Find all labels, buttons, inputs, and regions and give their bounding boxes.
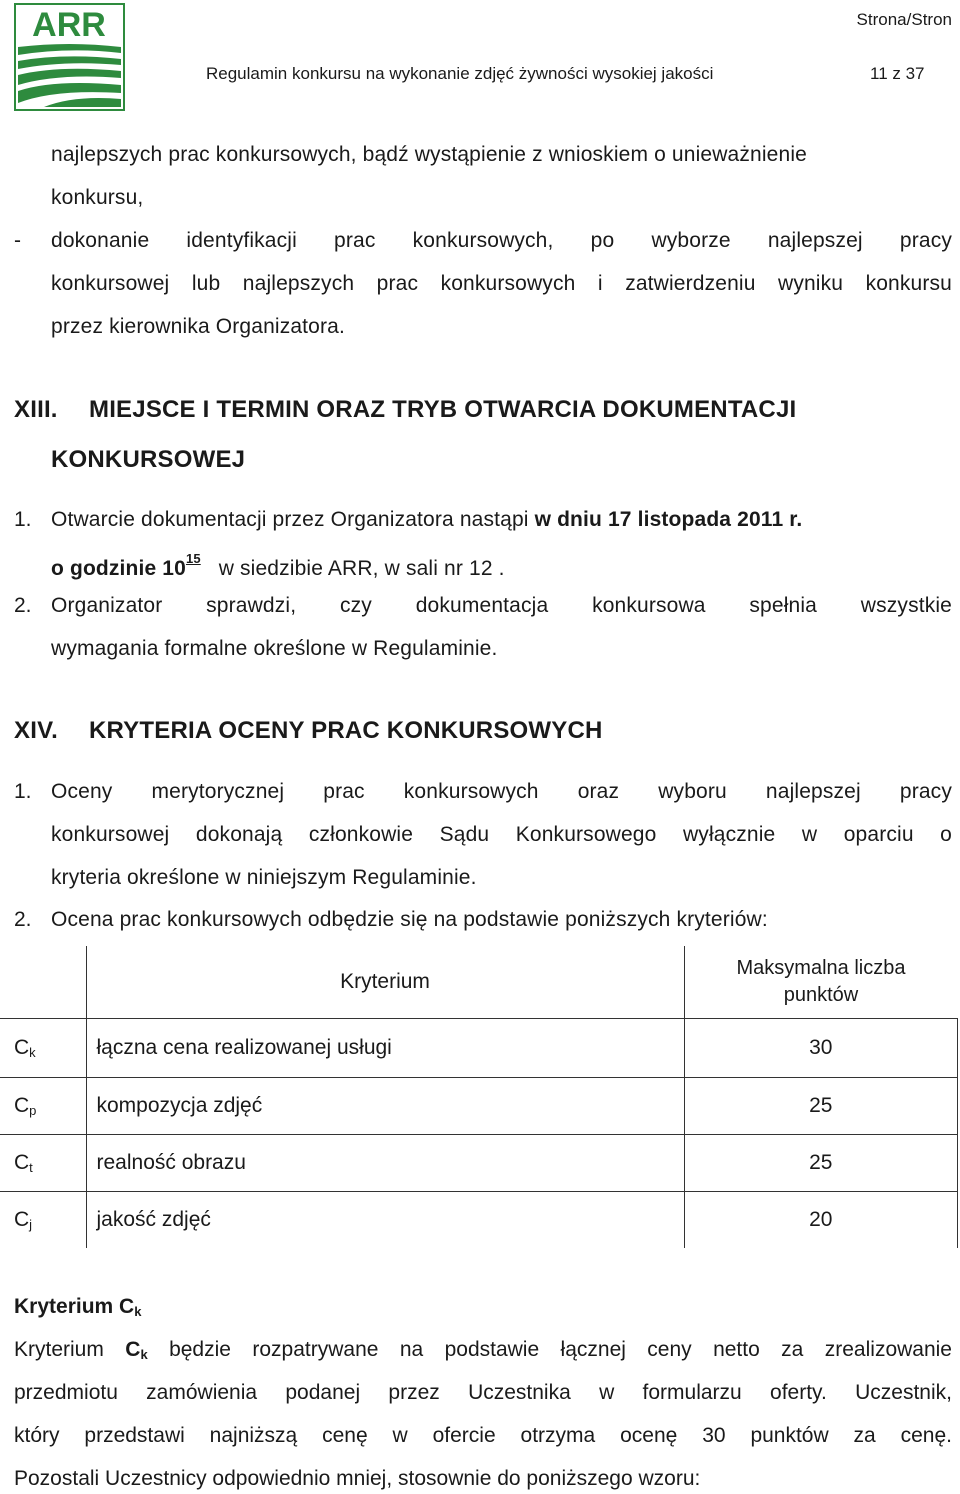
text-line: przedmiotu zamówienia podanej przez Uczestnika w formularzu oferty. Uczestnik,: [14, 1381, 952, 1404]
symbol-letter: C: [14, 1208, 30, 1231]
table-row: [0, 1019, 958, 1078]
table-row: [0, 1192, 958, 1249]
criterion-points: 30: [684, 1019, 958, 1078]
text-line: Oceny merytorycznej prac konkursowych oraz wyboru najlepszej pracy: [51, 780, 952, 803]
criterion-heading: [14, 1295, 141, 1319]
symbol-letter: C: [125, 1338, 141, 1361]
criterion-points: 25: [684, 1135, 958, 1192]
criterion-symbol: [0, 1019, 86, 1078]
criterion-name: kompozycja zdjęć: [86, 1078, 684, 1135]
symbol-subscript: j: [29, 1217, 33, 1232]
list-number: 2.: [14, 908, 32, 931]
document-title: Regulamin konkursu na wykonanie zdjęć żywności wysokiej jakości: [206, 64, 714, 83]
text-line: kryteria określone w niniejszym Regulaminie.: [51, 866, 477, 889]
heading-text: Kryterium C: [14, 1295, 135, 1318]
criterion-symbol: [0, 1078, 86, 1135]
text-line: [51, 551, 505, 581]
table-header-empty: [0, 946, 86, 1019]
heading-subscript: k: [134, 1304, 142, 1319]
text-line: przez kierownika Organizatora.: [51, 315, 345, 338]
text-line: który przedstawi najniższą cenę w ofercie otrzyma ocenę 30 punktów za cenę.: [14, 1424, 952, 1447]
symbol-subscript: k: [140, 1347, 148, 1362]
section-title: MIEJSCE I TERMIN ORAZ TRYB OTWARCIA DOKUMENTACJI: [89, 396, 797, 423]
criterion-points: 25: [684, 1078, 958, 1135]
header-points-line: Maksymalna liczba: [736, 957, 906, 979]
text-line: [51, 508, 802, 532]
bullet-dash: -: [14, 229, 21, 252]
text-line: konkursowej lub najlepszych prac konkursowych i zatwierdzeniu wyniku konkursu: [51, 272, 952, 295]
symbol-subscript: t: [29, 1160, 33, 1175]
symbol-subscript: k: [29, 1045, 36, 1060]
symbol-subscript: p: [29, 1103, 37, 1118]
symbol-letter: C: [14, 1151, 30, 1174]
symbol: [125, 1338, 147, 1361]
text-line: wymagania formalne określone w Regulaminie.: [51, 637, 498, 660]
time-minutes: 15: [185, 551, 201, 566]
table-row: [0, 1135, 958, 1192]
criterion-name: jakość zdjęć: [86, 1192, 684, 1249]
section-number: XIV.: [14, 717, 58, 744]
list-number: 1.: [14, 508, 32, 531]
list-number: 2.: [14, 594, 32, 617]
criterion-symbol: [0, 1192, 86, 1249]
text-line: Pozostali Uczestnicy odpowiednio mniej, stosownie do poniższego wzoru:: [14, 1467, 701, 1490]
text: będzie rozpatrywane na podstawie łącznej ceny netto za zrealizowanie: [169, 1338, 952, 1361]
section-title: KRYTERIA OCENY PRAC KONKURSOWYCH: [89, 717, 603, 744]
text-line: Ocena prac konkursowych odbędzie się na podstawie poniższych kryteriów:: [51, 908, 768, 931]
criterion-symbol: [0, 1135, 86, 1192]
text-line: dokonanie identyfikacji prac konkursowych, po wyborze najlepszej pracy: [51, 229, 952, 252]
logo-text: ARR: [32, 6, 106, 44]
list-number: 1.: [14, 780, 32, 803]
time-text: o godzinie 10: [51, 557, 186, 580]
text: w siedzibie ARR, w sali nr 12 .: [218, 557, 505, 580]
table-row: [0, 1078, 958, 1135]
section-title-cont: KONKURSOWEJ: [51, 446, 246, 473]
arr-logo-graphic: [14, 3, 125, 111]
text-line: najlepszych prac konkursowych, bądź wystąpienie z wnioskiem o unieważnienie: [51, 143, 807, 166]
section-number: XIII.: [14, 396, 58, 423]
criterion-name: realność obrazu: [86, 1135, 684, 1192]
criteria-table: [0, 946, 958, 1248]
text: Kryterium: [14, 1338, 104, 1361]
page-label: Strona/Stron: [856, 10, 952, 29]
criterion-points: 20: [684, 1192, 958, 1249]
header-points-line: punktów: [783, 984, 859, 1006]
text-line: konkursu,: [51, 186, 144, 209]
text: Otwarcie dokumentacji przez Organizatora nastąpi: [51, 508, 529, 531]
date-text: w dniu 17 listopada 2011 r.: [534, 508, 803, 531]
table-header-points: [684, 946, 958, 1019]
arr-logo: [14, 3, 125, 111]
table-header-criterion: Kryterium: [86, 946, 684, 1019]
table-header-row: [0, 946, 958, 1019]
text-line: Organizator sprawdzi, czy dokumentacja konkursowa spełnia wszystkie: [51, 594, 952, 617]
page-number: 11 z 37: [870, 64, 925, 83]
symbol-letter: C: [14, 1036, 30, 1059]
symbol-letter: C: [14, 1094, 30, 1117]
text-line: [14, 1338, 952, 1362]
criterion-name: łączna cena realizowanej usługi: [86, 1019, 684, 1078]
text-line: konkursowej dokonają członkowie Sądu Konkursowego wyłącznie w oparciu o: [51, 823, 952, 846]
